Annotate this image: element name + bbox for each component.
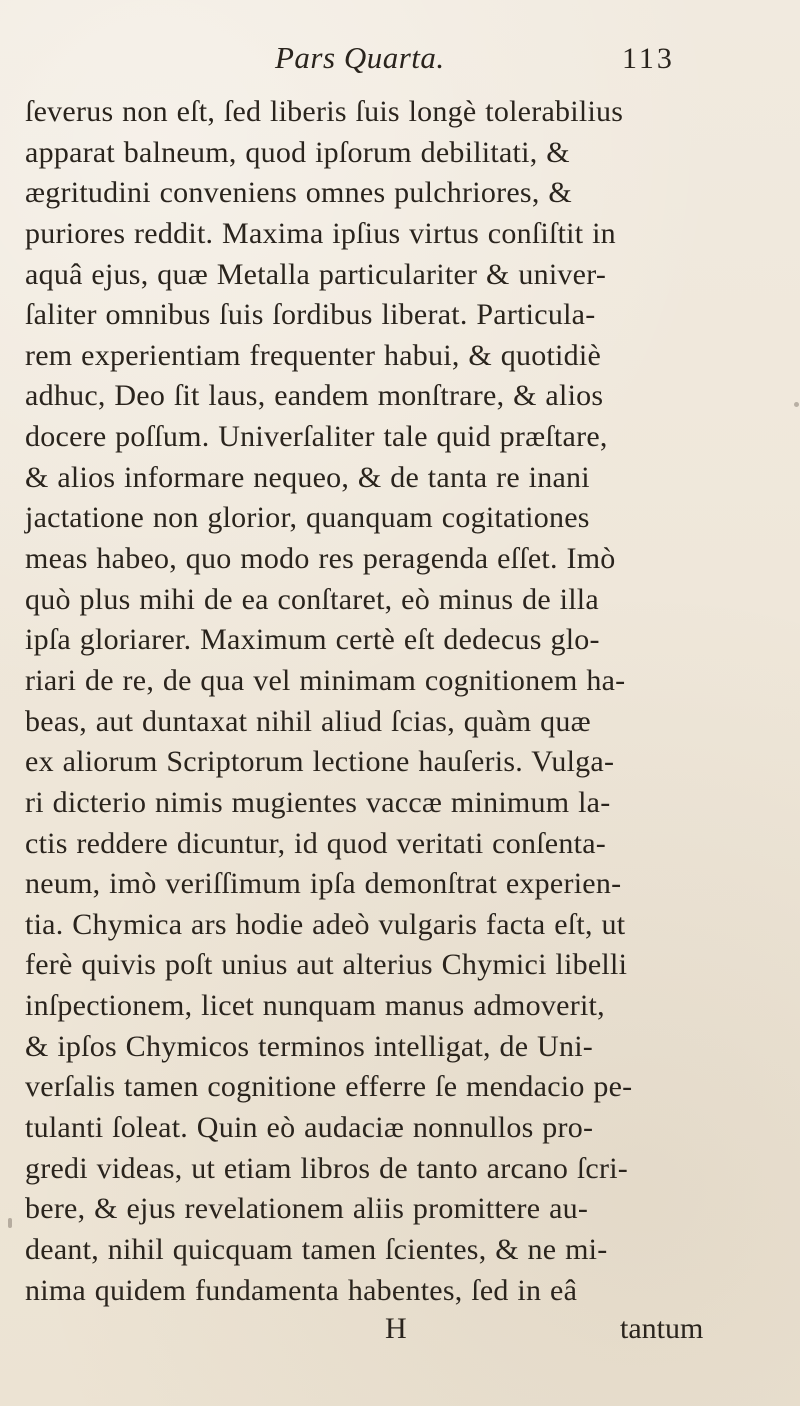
text-line: docere poſſum. Univerſaliter tale quid præſtare, (25, 420, 608, 454)
ink-speck (8, 1218, 12, 1228)
text-line: jactatione non glorior, quanquam cogitationes (25, 501, 590, 535)
text-line: nima quidem fundamenta habentes, ſed in eâ (25, 1273, 578, 1307)
text-line: adhuc, Deo ſit laus, eandem monſtrare, & alios (25, 379, 604, 413)
text-line: beas, aut duntaxat nihil aliud ſcias, quàm quæ (25, 704, 591, 738)
text-line: rem experientiam frequenter habui, & quotidiè (25, 338, 602, 372)
text-line: neum, imò veriſſimum ipſa demonſtrat experien- (25, 867, 622, 901)
text-line: & ipſos Chymicos terminos intelligat, de Uni- (25, 1029, 594, 1063)
text-line: & alios informare nequeo, & de tanta re inani (25, 460, 590, 494)
page-header (0, 40, 800, 90)
text-line: apparat balneum, quod ipſorum debilitati, & (25, 135, 570, 169)
text-line: meas habeo, quo modo res peragenda eſſet. Imò (25, 542, 616, 576)
text-line: ex aliorum Scriptorum lectione hauſeris. Vulga- (25, 745, 615, 779)
text-line: ſeverus non eſt, ſed liberis ſuis longè tolerabilius (25, 95, 624, 128)
text-line: verſalis tamen cognitione efferre ſe mendacio pe- (25, 1070, 633, 1104)
text-line: ægritudini conveniens omnes pulchriores, & (25, 176, 572, 210)
text-line: ctis reddere dicuntur, id quod veritati conſenta- (25, 826, 607, 860)
ink-speck (794, 402, 799, 407)
text-line: deant, nihil quicquam tamen ſcientes, & ne mi- (25, 1232, 608, 1266)
text-line: inſpectionem, licet nunquam manus admoverit, (25, 989, 605, 1023)
text-line: bere, & ejus revelationem aliis promittere au- (25, 1192, 589, 1226)
page-number: 113 (622, 42, 675, 75)
text-line: ipſa gloriarer. Maximum certè eſt dedecus glo- (25, 623, 600, 657)
text-line: gredi videas, ut etiam libros de tanto arcano ſcri- (25, 1151, 629, 1185)
catchword: tantum (620, 1312, 704, 1345)
text-line: tulanti ſoleat. Quin eò audaciæ nonnullos pro- (25, 1111, 594, 1145)
text-line: ri dicterio nimis mugientes vaccæ minimum la- (25, 785, 611, 819)
text-line: puriores reddit. Maxima ipſius virtus conſiſtit in (25, 216, 616, 250)
main-text (25, 92, 790, 1311)
signature-mark: H (385, 1312, 407, 1345)
text-line: ſaliter omnibus ſuis ſordibus liberat. Particula- (25, 298, 596, 332)
page-footer (0, 1312, 800, 1352)
text-line: aquâ ejus, quæ Metalla particulariter & univer- (25, 257, 607, 291)
text-line: tia. Chymica ars hodie adeò vulgaris facta eſt, ut (25, 907, 626, 941)
text-line: riari de re, de qua vel minimam cognitionem ha- (25, 663, 626, 697)
running-head: Pars Quarta. (275, 40, 445, 75)
text-line: quò plus mihi de ea conſtaret, eò minus de illa (25, 582, 599, 616)
text-line: ferè quivis poſt unius aut alterius Chymici libelli (25, 948, 628, 982)
